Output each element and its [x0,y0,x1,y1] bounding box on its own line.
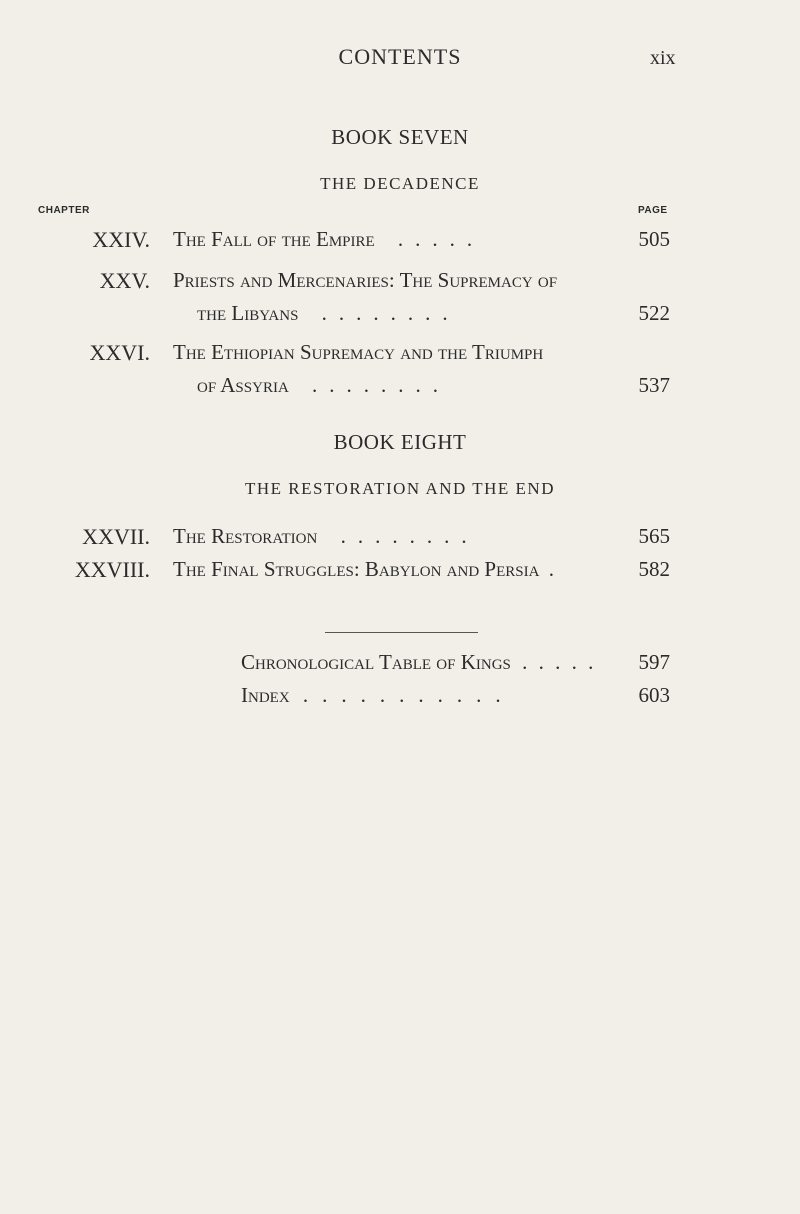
entry-title: Chronological Table of Kings [241,650,511,674]
book-seven-title: BOOK SEVEN [331,125,469,149]
leader-dots: ........ [321,301,460,325]
toc-entry[interactable] [241,650,596,675]
running-head: CONTENTS [338,44,462,69]
entry-title: Index [241,683,290,707]
chapter-numeral: XXVIII. [74,557,150,582]
entry-title: The Final Struggles: Babylon and Persia [173,557,540,581]
chapter-numeral: XXIV. [92,227,150,252]
toc-entry[interactable] [173,268,557,293]
page-number: 603 [638,683,670,707]
book-seven-subtitle: THE DECADENCE [320,174,480,193]
chapter-numeral: XXVI. [89,340,150,365]
book-eight-subtitle: THE RESTORATION AND THE END [245,479,555,498]
section-divider [325,632,478,633]
leader-dots: . [548,557,566,581]
leader-dots: . . . . . [522,650,597,674]
page-folio: xix [650,47,676,69]
entry-title: of Assyria [197,373,289,397]
toc-entry-continuation [197,301,460,326]
entry-title: The Ethiopian Supremacy and the Triumph [173,340,544,364]
page-number: 565 [638,524,670,548]
toc-entry[interactable] [173,340,543,365]
toc-entry[interactable] [241,683,515,708]
page-number: 597 [638,650,670,674]
leader-dots: ........ [340,524,479,548]
entry-title: The Fall of the Empire [173,227,375,251]
toc-entry[interactable] [173,524,479,549]
entry-title: the Libyans [197,301,299,325]
toc-entry[interactable] [173,227,484,252]
page-column-label: PAGE [638,205,668,216]
page-number: 582 [638,557,670,581]
chapter-numeral: XXVII. [82,524,150,549]
entry-title: The Restoration [173,524,318,548]
chapter-column-label: CHAPTER [38,205,90,216]
toc-entry-continuation [197,373,450,398]
leader-dots: ........... [302,683,515,707]
leader-dots: ..... [397,227,485,251]
entry-title: Priests and Mercenaries: The Supremacy of [173,268,558,292]
page-number: 505 [638,227,670,251]
chapter-numeral: XXV. [99,268,150,293]
page-number: 537 [638,373,670,397]
page-number: 522 [638,301,670,325]
book-eight-title: BOOK EIGHT [333,430,467,454]
leader-dots: ........ [312,373,451,397]
toc-entry[interactable] [173,557,566,582]
